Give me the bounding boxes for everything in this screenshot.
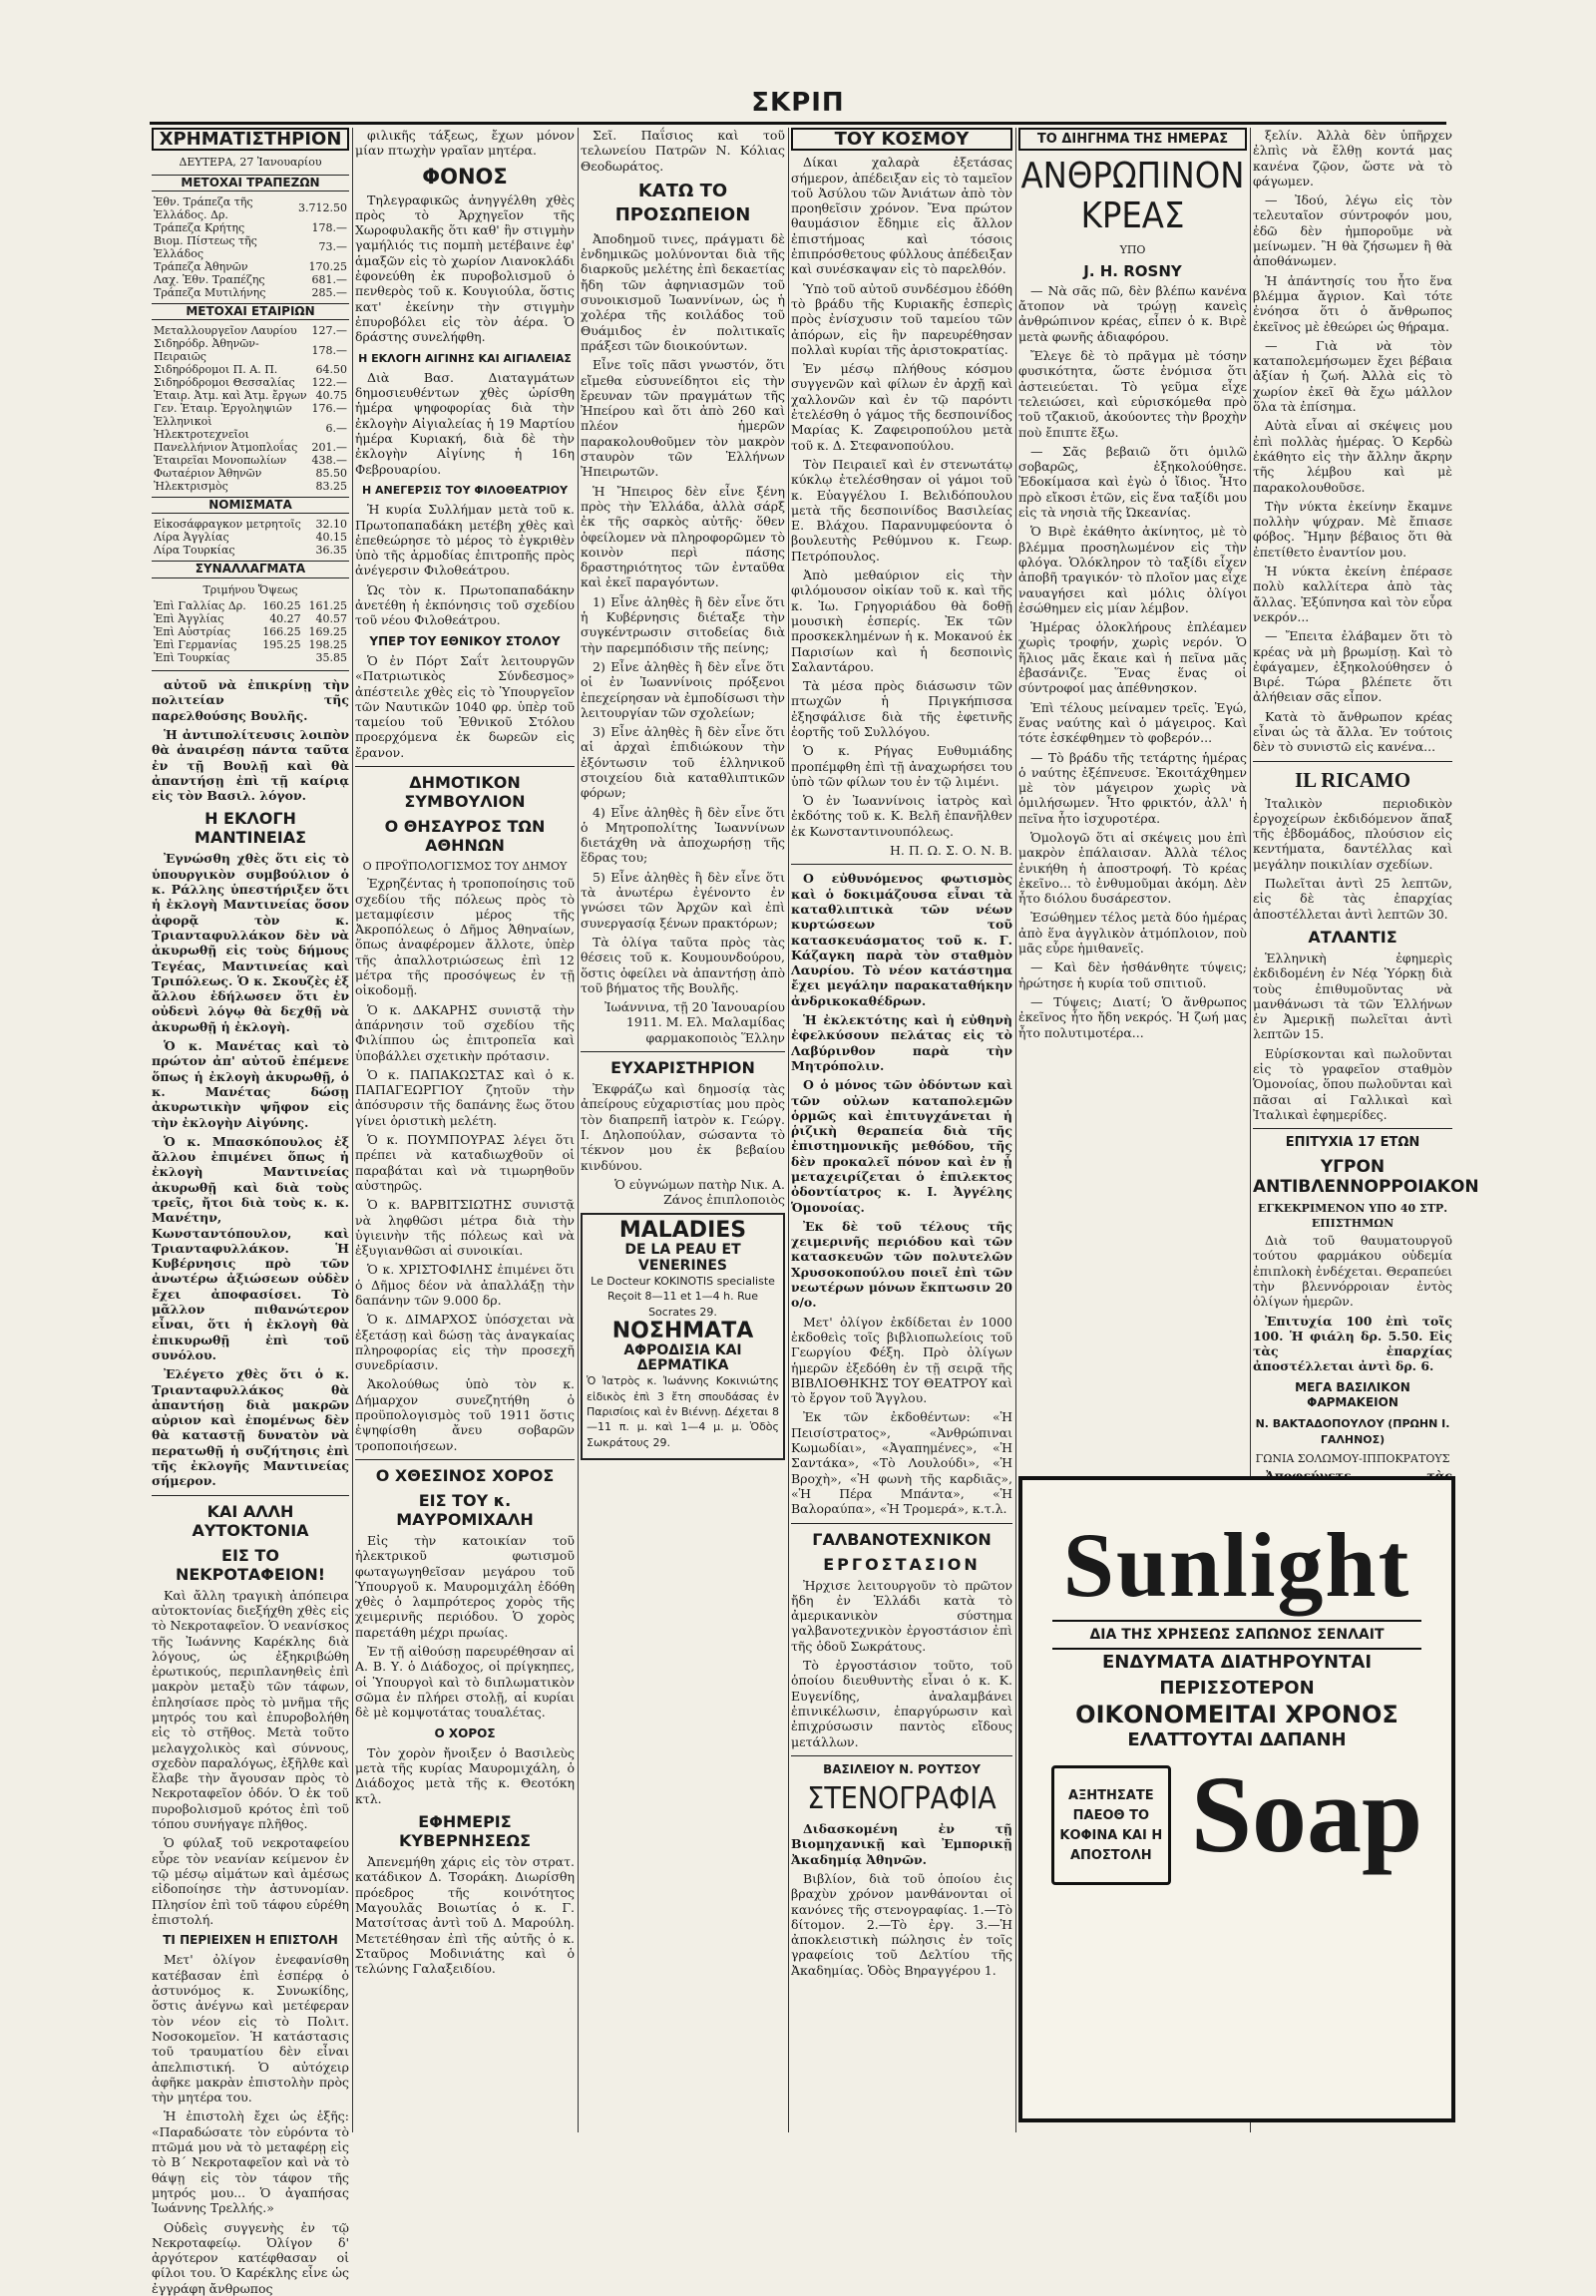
ad-line: Le Docteur KOKINOTIS specialiste bbox=[591, 1275, 775, 1288]
paragraph: Διὰ Βασ. Διαταγμάτων δημοσιευθέντων χθὲς ὡρίσθη ἡμέρα ψηφοφορίας διὰ τὴν ἐκλογὴν Αἰγιαλείας ἡ 19 Μαρτίου ἡμέρα Κυριακή, διὰ δὲ τὴν ἐκλογὴν Αἰγίνης ἡ 16η Φεβρουαρίου. bbox=[355, 369, 575, 477]
table-row bbox=[152, 544, 349, 557]
headline-treasure: Ο ΘΗΣΑΥΡΟΣ ΤΩΝ ΑΘΗΝΩΝ bbox=[384, 816, 546, 855]
newspaper-name: ΣΚΡΙΠ bbox=[751, 88, 845, 118]
column-4 bbox=[791, 128, 1012, 2132]
paragraph: — Ἰδού, λέγω εἰς τὸν τελευταῖον σύντροφόν μου, ἐδῶ δὲν ἠμποροῦμε νὰ μείνωμεν. Ἢ θὰ ζήσωμεν ἢ θὰ ἀποθάνωμεν. bbox=[1253, 192, 1452, 269]
table-row bbox=[152, 363, 349, 376]
cell: Λίρα Ἀγγλίας bbox=[154, 531, 229, 545]
paragraph: Τὰ μέσα πρὸς διάσωσιν τῶν πτωχῶν ἡ Πριγκήπισσα ἐξησφάλισε διὰ τῆς ἐφετινῆς ἑορτῆς τοῦ Συλλόγου. bbox=[791, 678, 1012, 739]
paragraph: Ὁ κ. ΧΡΙΣΤΟΦΙΛΗΣ ἐπιμένει ὅτι ὁ Δῆμος δέον νὰ ἀπαλλάξῃ τὴν δαπάνην τῶν 9.000 δρ. bbox=[355, 1262, 575, 1308]
cell: 166.25 bbox=[262, 625, 301, 639]
paragraph: Ὁ ἐν Πόρτ Σαΐτ λειτουργῶν «Πατριωτικὸς Σύνδεσμος» ἀπέστειλε χθὲς εἰς τὸ Ὑπουργεῖον τῶν Ναυτικῶν 1040 φρ. ὑπὲρ τοῦ ταμείου τοῦ Ἐθνικοῦ Στόλου προερχόμενα ἐκ δωρεῶν εἰς ἔρανον. bbox=[355, 652, 575, 760]
paragraph: Ἐπὶ τέλους μείναμεν τρεῖς. Ἐγώ, ἕνας ναύτης καὶ ὁ μάγειρος. Καὶ τότε ἐσκέφθημεν τὸ φοβερόν... bbox=[1018, 699, 1247, 746]
ad-line: ΝΟΣΗΜΑΤΑ bbox=[611, 1318, 754, 1343]
headline-stenography: ΣΤΕΝΟΓΡΑΦΙΑ bbox=[807, 1781, 997, 1817]
divider bbox=[791, 1755, 1012, 1756]
headline-ball-2: ΕΙΣ ΤΟΥ κ. ΜΑΥΡΟΜΙΧΑΛΗ bbox=[396, 1490, 534, 1529]
cell: 161.25 bbox=[308, 599, 347, 613]
paragraph: Ἐχρηζέντας ἡ τροποποίησις τοῦ σχεδίου τῆς πόλεως πρὸς τὸ μεταμφίεσιν μέρος τῆς Ἀκροπόλεως ὁ Δῆμος Ἀθηναίων, ὅπως ἀναφέρομεν ἄλλοτε, ὑπὲρ τῆς ἀπαλλοτριώσεως ἐπὶ 12 μέτρα τῆς προσόψεως ἐν τῇ οἰκοδομῇ. bbox=[355, 876, 575, 998]
paragraph: Ὁ κ. ΒΑΡΒΙΤΣΙΩΤΗΣ συνιστᾷ νὰ ληφθῶσι μέτρα διὰ τὴν ὑγιεινὴν τῆς πόλεως καὶ νὰ ἐξυγιανθῶσι αἱ συνοικίαι. bbox=[355, 1197, 575, 1259]
table-row bbox=[152, 221, 349, 234]
table-row bbox=[152, 402, 349, 415]
cell: 83.25 bbox=[315, 480, 347, 494]
paragraph: Ἐλέγετο χθὲς ὅτι ὁ κ. Τριανταφυλλάκος θὰ ἀπαντήσῃ διὰ μακρῶν αὐριον καὶ ἐπομένως δὲν θὰ καταστῇ δυνατὸν νὰ περατωθῇ ἡ συζήτησις ἐπὶ τῆς ἐκλογῆς Μαντινείας σήμερον. bbox=[152, 1366, 349, 1489]
cell: 40.75 bbox=[315, 389, 347, 403]
cell: Λίρα Τουρκίας bbox=[154, 544, 235, 558]
cell: Βιομ. Πίστεως τῆς Ἑλλάδος bbox=[154, 233, 257, 260]
paragraph: 3) Εἶνε ἀληθὲς ἢ δὲν εἶνε ὅτι αἱ ἀρχαὶ ἐπιδιώκουν τὴν ἐξόντωσιν τοῦ ἑλληνικοῦ στοιχείου διὰ καταθλιπτικῶν φόρων; bbox=[581, 724, 785, 801]
masthead bbox=[150, 88, 1446, 125]
table-row bbox=[152, 531, 349, 544]
table-row bbox=[152, 273, 349, 286]
paragraph: — Τὸ βράδυ τῆς τετάρτης ἡμέρας ὁ ναύτης ἐξέπνευσε. Ἐκοιτάχθημεν μὲ τὸν μάγειρον χωρὶς νὰ ὁμιλήσωμεν. Ἦτο φρικτόν, ἀλλ' ἡ πεῖνα ἦτο ἰσχυροτέρα. bbox=[1018, 749, 1247, 826]
paragraph: — Νὰ σᾶς πῶ, δὲν βλέπω κανένα ἄτοπον νὰ τρώγῃ κανεὶς ἀνθρώπινον κρέας, εἶπεν ὁ κ. Βιρὲ μετὰ φωνῆς ἀδιαφόρου. bbox=[1018, 282, 1247, 344]
story-label: ΤΟ ΔΙΗΓΗΜΑ ΤΗΣ ΗΜΕΡΑΣ bbox=[1018, 128, 1247, 151]
subheadline-liquid: ΕΓΚΕΚΡΙΜΕΝΟΝ ΥΠΟ 40 ΣΤΡ. ΕΠΙΣΤΗΜΩΝ bbox=[1257, 1201, 1448, 1230]
paragraph: 5) Εἶνε ἀληθὲς ἢ δὲν εἶνε ὅτι τὰ ἀνωτέρω ἐγένοντο ἐν γνώσει τῶν Ἀρχῶν καὶ ἐπὶ συνεργασίᾳ ξένων πρακτόρων; bbox=[581, 869, 785, 931]
paragraph: Ἡ ἐπιστολὴ ἔχει ὡς ἑξῆς: «Παραδώσατε τὸν εὑρόντα τὸ πτῶμά μου νὰ τὸ μεταφέρῃ εἰς τὸ Β΄ Νεκροταφεῖον καὶ νὰ τὸ θάψῃ εἰς τὸν τάφον τῆς μητρός μου... Ὁ ἀγαπήσας Ἰωάννης Τρελλής.» bbox=[152, 2108, 349, 2216]
headline-fleet: ΥΠΕΡ ΤΟΥ ΕΘΝΙΚΟΥ ΣΤΟΛΟΥ bbox=[369, 633, 561, 648]
subheadline-budget: Ο ΠΡΟΫΠΟΛΟΓΙΣΜΟΣ ΤΟΥ ΔΗΜΟΥ bbox=[362, 859, 568, 873]
divider bbox=[355, 1459, 575, 1460]
paragraph: Ὁ ἐν Ἰωαννίνοις ἰατρὸς καὶ ἐκδότης τοῦ κ. Κ. Βελῆ ἐπανῆλθεν ἐκ Κωνσταντινουπόλεως. bbox=[791, 793, 1012, 839]
cell: 198.25 bbox=[308, 638, 347, 652]
table-row bbox=[152, 518, 349, 531]
headline-phonos: ΦΟΝΟΣ bbox=[422, 164, 508, 189]
paragraph: ξελίν. Ἀλλὰ δὲν ὑπῆρχεν ἐλπὶς νὰ ἔλθῃ κοντά μας κανένα ζῷον, ὥστε νὰ τὸ φάγωμεν. bbox=[1253, 128, 1452, 189]
cell: Σιδηρόδρομοι Π. Α. Π. bbox=[154, 363, 278, 377]
headline-dance: Ο ΧΟΡΟΣ bbox=[434, 1725, 496, 1740]
headline-pharmacy-2: Ν. ΒΑΚΤΑΔΟΠΟΥΛΟΥ (ΠΡΩΗΝ Ι. ΓΑΛΗΝΟΣ) bbox=[1255, 1417, 1450, 1446]
paragraph: Ἀπενεμήθη χάρις εἰς τὸν στρατ. κατάδικον Δ. Τσοράκη. Διωρίσθη πρόεδρος τῆς κοινότητος Μαγουλᾶς Βοιωτίας ὁ κ. Γ. Ματσίτσας ἀντὶ τοῦ Δ. Μαρούλη. Μετετέθησαν ἐπὶ τῆς αὐτῆς ὁ κ. Σταῦρος Μοδινιάτης καὶ ὁ τελώνης Γαλαξειδίου. bbox=[355, 1854, 575, 1977]
ad-line: DE LA PEAU ET VENERINES bbox=[624, 1242, 741, 1274]
divider bbox=[581, 1051, 785, 1052]
paragraph: Ἠρχισε λειτουργοῦν τὸ πρῶτον ἤδη ἐν Ἑλλάδι κατὰ τὸ ἀμερικανικὸν σύστημα γαλβανοτεχνικὸν ἐργοστάσιον ἐπὶ τῆς ὁδοῦ Σωκράτους. bbox=[791, 1577, 1012, 1654]
headline-council: ΔΗΜΟΤΙΚΟΝ ΣΥΜΒΟΥΛΙΟΝ bbox=[404, 772, 526, 811]
headline-liquid: ΥΓΡΟΝ ΑΝΤΙΒΛΕΝΝΟΡΡΟΙΑΚΟΝ bbox=[1253, 1156, 1479, 1197]
paragraph: Ἐκ τῶν ἐκδοθέντων: «Ἡ Πεισίστρατος», «Ἀνθρώπιναι Κωμωδίαι», «Ἀγαπημένες», «Ἡ Σαντάκα», «Τὸ Λουλούδι», «Ἡ Βροχὴ», «Ἡ φωνὴ τῆς καρδιᾶς», «Ἡ Πέρα Μπάντα», «Ἡ Βαλοραύπα», «Ἡ Τρομερά», κ.τ.λ. bbox=[791, 1409, 1012, 1517]
paragraph: Ὁμολογῶ ὅτι αἱ σκέψεις μου ἐπὶ μακρὸν ἐπάλαισαν. Ἀλλὰ τέλος ἐνικήθη ἡ ἀποστροφή. Τὸ κρέας ἐκεῖνο... τὸ ἐνθυμοῦμαι ἀκόμη. Δὲν ἦτο διόλου δυσάρεστον. bbox=[1018, 829, 1247, 907]
cell: 40.15 bbox=[315, 531, 347, 545]
story-title: ΑΝΘΡΩΠΙΝΟΝ ΚΡΕΑΣ bbox=[1020, 156, 1245, 237]
paragraph: Ἀπὸ μεθαύριον εἰς τὴν φιλόμουσον οἰκίαν τοῦ κ. καὶ τῆς κ. Ἰω. Γρηγοριάδου θὰ δοθῇ μουσικὴ ἑσπερίς. Ἐκ τῶν προσκεκλημένων ἡ κ. Μοκανού ἐκ Παρισίων καὶ ἡ δεσποινὶς Σαλαντάρου. bbox=[791, 568, 1012, 674]
cell: Ἑταιρεῖαι Μονοπωλίων bbox=[154, 454, 287, 468]
cell: Τράπεζα Μυτιλήνης bbox=[154, 285, 266, 299]
fx-title: ΝΟΜΙΣΜΑΤΑ bbox=[152, 497, 349, 514]
cell: Ἑταιρ. Ἀτμ. καὶ Ἀτμ. ἔργων bbox=[154, 389, 307, 403]
table-row bbox=[152, 376, 349, 389]
paragraph: Ἡ ἐκλεκτότης καὶ ἡ εὐθηνὴ ἐφελκύσουν πελάτας εἰς τὸ Λαβύρινθον παρὰ τὴν Μητρόπολιν. bbox=[791, 1012, 1012, 1073]
divider bbox=[1253, 1128, 1452, 1129]
table-row bbox=[152, 651, 349, 664]
paragraph: 2) Εἶνε ἀληθὲς ἢ δὲν εἶνε ὅτι οἱ ἐν Ἰωαννίνοις πρόξενοι ἐπεχείρησαν νὰ ἐμποδίσωσι τὴν λειτουργίαν τῶν σχολείων; bbox=[581, 658, 785, 720]
paragraph: Ὁ κ. Μπασκόπουλος ἐξ ἄλλου ἐπιμένει ὅπως ἡ ἐκλογὴ Μαντινείας ἀκυρωθῇ καὶ διὰ τοὺς τρεῖς, ἤτοι διὰ τοὺς κ. κ. Μανέτην, Κωνσταντόπουλον, καὶ Τριανταφυλλάκον. Ἡ Κυβέρνησις πρὸ τῶν ἀνωτέρω ἀξιώσεων οὐδὲν ἔχει ἀποφασίσει. Τὸ μᾶλλον πιθανώτερον εἶναι, ὅτι ἡ ἐκλογὴ θὰ ἐπικυρωθῇ ἐπὶ τοῦ συνόλου. bbox=[152, 1133, 349, 1362]
ad-line: ΔΙΑ ΤΗΣ ΧΡΗΣΕΩΣ ΣΑΠΩΝΟΣ ΣΕΝΛΑΙΤ bbox=[1052, 1620, 1421, 1650]
paragraph: Δίκαι χαλαρὰ ἐξετάσας σήμερον, ἀπέδειξαν εἰς τὸ ταμεῖον τοῦ Ἀσύλου τῶν Ἀνιάτων ἀπὸ τὸν προηθεῖσιν χρόνον. Ἔνα πρώτον θαυμάσιον ἔδημιε εἰς ἄλλον ἐπιστήμοας καὶ τόσοις ἐπιπρόσθετους φύλλους ἀπέδειξαν καὶ συνέσκαψαν εἰς τὸ παρελθόν. bbox=[791, 155, 1012, 277]
cell: Τράπεζα Κρήτης bbox=[154, 220, 245, 234]
exchange-title bbox=[152, 561, 349, 577]
companies-title: ΜΕΤΟΧΑΙ ΕΤΑΙΡΙΩΝ bbox=[152, 303, 349, 320]
cell bbox=[256, 651, 302, 664]
paragraph: Ἡ κυρία Συλλήμαν μετὰ τοῦ κ. Πρωτοπαπαδάκη μετέβη χθὲς καὶ ἐπεθεώρησε τὸ μέρος τὸ ἐγκριθὲν ὑπὸ τῆς ἀρμοδίας ἐπιτροπῆς πρὸς ἀνέγερσιν Φιλοθεάτρου. bbox=[355, 502, 575, 578]
paragraph: — Γιὰ νὰ τὸν καταπολεμήσωμεν ἔχει βέβαια ἀξίαν ἡ ζωή. Ἀλλὰ εἰς τὸ χωρίον ἐκεῖ θὰ ἔχω μάλλον ὅλα τὰ ἐπίσημα. bbox=[1253, 337, 1452, 415]
paragraph: Πωλεῖται ἀντὶ 25 λεπτῶν, εἰς δὲ τὰς ἐπαρχίας ἀποστέλλεται ἀντὶ λεπτῶν 30. bbox=[1253, 876, 1452, 922]
paragraph: Αὐτὰ εἶναι αἱ σκέψεις μου ἐπὶ πολλὰς ἡμέρας. Ὁ Κερδὼ ἐκάθητο εἰς τὴν ἄλλην ἄκρην τῆς λέμβου καὶ μὲ παρακολουθοῦσε. bbox=[1253, 418, 1452, 495]
ad-stamp: ΑΞΗΤΗΣΑΤΕ ΠΑΕΟΘ ΤΟ ΚΟΦΙΝΑ ΚΑΙ Η ΑΠΟΣΤΟΛΗ bbox=[1051, 1765, 1171, 1885]
cell: Ἐπὶ Ἀγγλίας bbox=[154, 612, 224, 626]
cell: Ἐπὶ Γαλλίας Δρ. bbox=[154, 599, 246, 613]
paragraph: Τὸ ἐργοστάσιον τοῦτο, τοῦ ὁποίου διευθυντὴς εἶναι ὁ κ. Κ. Ευγενίδης, ἀναλαμβάνει ἐπινικέλωσιν, ἐπαργύρωσιν καὶ ἐπιχρύσωσιν παντὸς εἴδους μετάλλων. bbox=[791, 1658, 1012, 1749]
cell: Γεν. Ἑταιρ. Ἐργοληψιῶν bbox=[154, 402, 292, 416]
column-6 bbox=[1253, 128, 1479, 1469]
table-row bbox=[152, 454, 349, 467]
paragraph: Ὑπὸ τοῦ αὐτοῦ συνδέσμου ἐδόθη τὸ βράδυ τῆς Κυριακῆς ἑσπερὶς πρὸς ἐνίσχυσιν τοῦ ταμείου τῶν ἀπόρων, εἰς ἣν παρευρέθησαν πολλαὶ κυρίαι τῆς ἀριστοκρατίας. bbox=[791, 280, 1012, 357]
cell: 40.57 bbox=[315, 612, 347, 626]
headline-atlantis: ΑΤΛΑΝΤΙΣ bbox=[1308, 927, 1397, 947]
paragraph: Τὰ ὀλίγα ταῦτα πρὸς τὰς θέσεις τοῦ κ. Κουμουνδούρου, ὅστις ὀφείλει νὰ ἀπαντήσῃ ἀπὸ τοῦ βήματος τῆς Βουλῆς. bbox=[581, 934, 785, 995]
paragraph: Ἐν μέσῳ πλήθους κόσμου συγγενῶν καὶ φίλων ἐν ἀρχῇ καὶ χαλλονῶν καὶ ἐν τῷ παρόντι ἐτελέσθη ὁ γάμος τῆς δεσποινίδος Μαρίας Κ. Ζαφειροπούλου μετὰ τοῦ κ. Δ. Στεφανοπούλου. bbox=[791, 361, 1012, 453]
paragraph: — Ἔπειτα ἐλάβαμεν ὅτι τὸ κρέας νὰ μὴ βρωμίσῃ. Καὶ τὸ ἐφάγαμεν, ἐξηκολούθησεν ὁ Βιρέ. Τώρα βλέπετε ὅτι ἀλήθειαν σᾶς εἶπον. bbox=[1253, 628, 1452, 705]
table-row bbox=[152, 480, 349, 493]
paragraph: Σεῖ. Παΐσιος καὶ τοῦ τελωνείου Πατρῶν Ν. Κόλιας Θεοδωράτος. bbox=[581, 128, 785, 174]
paragraph: Ἐν τῇ αἰθούσῃ παρευρέθησαν αἱ Α. Β. Υ. ὁ Διάδοχος, οἱ πρίγκηπες, οἱ Ὑπουργοὶ καὶ τὸ διπλωματικὸν σῶμα ἐν πλήρει στολῇ, αἱ κυρίαι δὲ μὲ κομψοτάτας τουαλέτας. bbox=[355, 1644, 575, 1721]
story-author: J. H. ROSNY bbox=[1083, 261, 1182, 280]
paragraph: φιλικῆς τάξεως, ἔχων μόνον μίαν πτωχὴν γραῖαν μητέρα. bbox=[355, 128, 575, 159]
divider bbox=[355, 766, 575, 767]
cell: Φωταέριον Ἀθηνῶν bbox=[154, 467, 262, 481]
cell: Ἐπὶ Τουρκίας bbox=[154, 651, 230, 665]
cell: Ἠλεκτρισμὸς bbox=[154, 480, 228, 494]
paragraph: Τὸν χορὸν ἤνοιξεν ὁ Βασιλεὺς μετὰ τῆς κυρίας Μαυρομιχάλη, ὁ Διάδοχος μετὰ τῆς κ. Θεοτόκη κτλ. bbox=[355, 1744, 575, 1806]
cell: Τράπεζα Ἀθηνῶν bbox=[154, 259, 248, 273]
ad-line: ΟΙΚΟΝΟΜΕΙΤΑΙ ΧΡΟΝΟΣ bbox=[1075, 1701, 1398, 1728]
cell: 64.50 bbox=[315, 363, 347, 377]
paragraph: Ἐσώθημεν τέλος μετὰ δύο ἡμέρας ἀπὸ ἕνα ἀγγλικὸν ἀτμόπλοιον, ποὺ μᾶς εὗρε ἡμιθανεῖς. bbox=[1018, 910, 1247, 957]
paragraph: Τὴν νύκτα ἐκείνην ἔκαμνε πολλὴν ψύχραν. Μὲ ἔπιασε φόβος. Ἤμην βέβαιος ὅτι θὰ ἐπετίθετο ἐναντίον μου. bbox=[1253, 498, 1452, 560]
cell: Λαχ. Ἐθν. Τραπέζης bbox=[154, 272, 265, 286]
ad-brand: Sunlight bbox=[1062, 1514, 1411, 1616]
exchange-title-text: ΣΥΝΑΛΛΑΓΜΑΤΑ bbox=[195, 562, 306, 576]
paragraph: 4) Εἶνε ἀληθὲς ἢ δὲν εἶνε ὅτι ὁ Μητροπολίτης Ἰωαννίνων διετάχθη νὰ ἀποχωρήσῃ τῆς ἕδρας του; bbox=[581, 804, 785, 866]
paragraph: Εἶνε τοῖς πᾶσι γνωστόν, ὅτι εἴμεθα εὐσυνείδητοι εἰς τὴν ἔρευναν τῶν πραγμάτων τῆς Ἠπείρου καὶ ὅτι ἀπὸ 260 καὶ πλέον ἡμερῶν παρακολουθοῦμεν τὸν μακρὸν σταυρὸν τῶν Ἑλλήνων Ἠπειρωτῶν. bbox=[581, 357, 785, 480]
market-title: ΧΡΗΜΑΤΙΣΤΗΡΙΟΝ bbox=[152, 128, 349, 151]
cell: 122.— bbox=[311, 376, 347, 390]
banks-table bbox=[152, 195, 349, 299]
paragraph: Διδασκομένη ἐν τῇ Βιομηχανικῇ καὶ Ἐμπορικῇ Ἀκαδημίᾳ Ἀθηνῶν. bbox=[791, 1821, 1012, 1867]
paragraph: Ὁ κ. ΔΙΜΑΡΧΟΣ ὑπόσχεται νὰ ἐξετάσῃ καὶ δώσῃ τὰς ἀναγκαίας πληροφορίας εἰς τὴν προσεχῆ συνεδρίασιν. bbox=[355, 1312, 575, 1373]
column-rule bbox=[352, 128, 353, 2132]
ad-line: Reçoit 8—11 et 1—4 h. Rue Socrates 29. bbox=[607, 1290, 758, 1319]
cell: Ἑλληνικοὶ Ἠλεκτροτεχνεῖοι bbox=[154, 415, 249, 442]
cell: 40.27 bbox=[269, 612, 301, 626]
cell: 127.— bbox=[311, 324, 347, 338]
paragraph: Τὸν Πειραιεῖ καὶ ἐν στενωτάτῳ κύκλῳ ἐτελέσθησαν οἱ γάμοι τοῦ κ. Εὐαγγέλου Ι. Βελιδόπουλου μετὰ τῆς δεσποινίδος Βασιλείας Ε. Βλάχου. Παρανυμφεύοντα ὁ βουλευτὴς Ρεθύμνου κ. Γεωρ. Πετρόπουλος. bbox=[791, 456, 1012, 564]
paragraph: Ο εὐθυνόμενος φωτισμὸς καὶ ὁ δοκιμάζουσα εἶναι τὰ καταθλιπτικὰ τῶν νέων κυρτώσεων τοῦ κατασκευάσματος τοῦ κ. Γ. Κάζαγκη παρὰ τὸν σταθμὸν Λαυρίου. Τὸ νέον κατάστημα ἔχει μεγάλην παρακαταθήκην ἀνδρικοκαθέδρων. bbox=[791, 871, 1012, 1008]
exchange-table bbox=[152, 599, 349, 664]
headline-success: ΕΠΙΤΥΧΙΑ 17 ΕΤΩΝ bbox=[1285, 1135, 1420, 1151]
paragraph: Κατὰ τὸ ἄνθρωπον κρέας εἶναι ὡς τὰ ἄλλα. Ἐν τούτοις δὲν τὸ συνιστῶ εἰς κανένα... bbox=[1253, 708, 1452, 755]
divider bbox=[1253, 761, 1452, 762]
cell: Σιδηρόδρομοι Θεσσαλίας bbox=[154, 376, 295, 390]
paragraph: Καὶ ἄλλη τραγικὴ ἀπόπειρα αὐτοκτονίας διεξήχθη χθὲς εἰς τὸ Νεκροταφεῖον. Ὁ νεανίσκος τῆς Ἰωάννης Καρέκλης διὰ λόγους, ὡς ἐξηκριβώθη ἐρωτικούς, περιπλανηθεὶς ἐπὶ μακρὸν μεταξὺ τῶν τάφων, ἐπλησίασε πρὸς τὸ μνῆμα τῆς μητρός του καὶ ἐπυροβολήθη εἰς τὸ στῆθος. Μετὰ τοῦτο μελαγχολικὸς καὶ σύννους, σχεδὸν παραλόγως, ἐξῆλθε καὶ ἔλαβε τὴν ἄγουσαν πρὸς τὸ Νεκροταφεῖον ὁδόν. Ὁ ἐκ τοῦ πυροβολισμοῦ κρότος ἐπὶ τοῦ τόπου συνήγαγε πλῆθος. bbox=[152, 1587, 349, 1832]
cell: 195.25 bbox=[262, 638, 301, 652]
table-row bbox=[152, 234, 349, 260]
paragraph: Εἰς τὴν κατοικίαν τοῦ ἠλεκτρικοῦ φωτισμοῦ φωταγωγηθεῖσαν μεγάρου τοῦ Ὑπουργοῦ κ. Μαυρομιχάλη ἐδόθη χθὲς ὁ λαμπρότερος χορὸς τῆς χειμερινῆς περιόδου. Ὁ χορὸς παρετάθη μέχρι πρωίας. bbox=[355, 1532, 575, 1640]
table-row bbox=[152, 337, 349, 363]
cell: 438.— bbox=[311, 454, 347, 468]
cell: Εἰκοσάφραγκον μετρητοῖς bbox=[154, 518, 301, 532]
signature: Ἰωάννινα, τῇ 20 Ἰανουαρίου 1911. Μ. Ελ. Μαλαμίδας φαρμακοποιὸς Ἕλλην bbox=[604, 999, 785, 1045]
paragraph: Ἡμέρας ὁλοκλήρους ἐπλέαμεν χωρὶς τροφήν, χωρὶς νερόν. Ὁ ἥλιος μᾶς ἔκαιε καὶ ἡ πεῖνα μᾶς ἐβασάνιζε. Ἕνας ἕνας οἱ σύντροφοί μας ἀπέθνησκον. bbox=[1018, 619, 1247, 696]
paragraph: Ὁ φύλαξ τοῦ νεκροταφείου εὗρε τὸν νεανίαν κείμενον ἐν τῷ μέσῳ αἱμάτων καὶ ἀμέσως εἰδοποίησε τὴν ἀστυνομίαν. Πλησίον ἐπὶ τοῦ τάφου εὑρέθη ἐπιστολή. bbox=[152, 1835, 349, 1927]
divider bbox=[791, 864, 1012, 865]
paragraph: Μετ' ὀλίγον ἐνεφανίσθη κατέβασαν ἐπὶ ἑσπέρᾳ ὁ ἀστυνόμος κ. Συνωκίδης, ὅστις ἀνέγνω καὶ μετέφεραν τὸν νέον εἰς τὸ Πολιτ. Νοσοκομεῖον. Ἡ κατάστασις τοῦ τραυματίου δὲν εἶναι ἀπελπιστική. Ὁ αὐτόχειρ ἀφῆκε μακρὰν ἐπιστολὴν πρὸς τὴν μητέρα του. bbox=[152, 1952, 349, 2105]
cell: 3.712.50 bbox=[298, 201, 347, 215]
column-rule bbox=[788, 128, 789, 2132]
headline-philathletic: Η ΑΝΕΓΕΡΣΙΣ ΤΟΥ ΦΙΛΟΘΕΑΤΡΙΟΥ bbox=[361, 483, 569, 497]
ad-soap: Soap bbox=[1190, 1753, 1423, 1875]
table-row bbox=[152, 324, 349, 337]
signature: Η. Π. Ω. Σ. Ο. Ν. Β. bbox=[889, 843, 1012, 859]
paragraph: Εὑρίσκονται καὶ πωλοῦνται εἰς τὸ γραφεῖον σταθμὸν Ὁμονοίας, ὅπου πωλοῦνται καὶ πᾶσαι αἱ Γαλλικαὶ καὶ Ἰταλικαὶ ἐφημερίδες. bbox=[1253, 1045, 1452, 1122]
paragraph: Ἡ ἀντιπολίτευσις λοιπὸν θὰ ἀναιρέσῃ πάντα ταῦτα ἐν τῇ Βουλῇ καὶ θὰ ἀπαντήσῃ ἐπὶ τῇ καίριᾳ εἰς τὸν Βασιλ. λόγον. bbox=[152, 726, 349, 804]
companies-table bbox=[152, 324, 349, 493]
divider bbox=[791, 1523, 1012, 1524]
paragraph: Ἐγνώσθη χθὲς ὅτι εἰς τὸ ὑπουργικὸν συμβούλιον ὁ κ. Ράλλης ὑπεστήριξεν ὅτι ἡ ἐκλογὴ Μαντινείας ὅσον ἀφορᾷ τὸν κ. Τριανταφυλλάκον δὲν νὰ ἀκυρωθῇ εἰς τοὺς δήμους Τεγέας, Μαντινείας καὶ Τριπόλεως. Ὁ κ. Σκουζὲς ἐξ ἄλλου ἐδήλωσεν ὅτι ἐν οὐδενὶ λόγῳ θὰ δεχθῇ νὰ ἀκυρωθῇ ἡ ἐκλογὴ. bbox=[152, 851, 349, 1034]
column-rule bbox=[578, 128, 579, 2132]
paragraph: Τηλεγραφικῶς ἀνηγγέλθη χθὲς πρὸς τὸ Ἀρχηγεῖον τῆς Χωροφυλακῆς ὅτι καθ' ἣν στιγμὴν γαμήλιός τις πομπὴ μετέβαινε ἐφ' ἁμαξῶν εἰς τὸ χωρίον Λιανοκλάδι ἐφονεύθη ἐκ πυροβολισμοῦ ὁ πενθερὸς τοῦ κ. Κουγιούλα, ὅστις κατ' ἐκείνην τὴν στιγμὴν ἐπυροβόλει εἰς τὸν ἀέρα. Ὁ δράστης συνελήφθη. bbox=[355, 191, 575, 345]
divider bbox=[152, 670, 349, 671]
paragraph: Ἰταλικὸν περιοδικὸν ἐργοχείρων ἐκδιδόμενον ἅπαξ τῆς ἑβδομάδος, πλούσιον εἰς κεντήματα, δαντέλλας καὶ μεγάλην ποικιλίαν σχεδίων. bbox=[1253, 795, 1452, 872]
cell: Ἐπὶ Αὐστρίας bbox=[154, 625, 231, 639]
paragraph: Ἀποδημοῦ τινες, πράγματι δὲ ἐνδημικῶς μολύνονται διὰ τῆς διαρκοῦς μελέτης ἐπὶ δεκαετίας ἤδη τῶν ἀφηνιασμῶν τοῦ συνοικισμοῦ Ἰωαννίνων, ὡς ἡ χολέρα τῆς κοιλάδος τοῦ Θυάμιδος ἐν πολιτικαῖς πράξεσι τῶν διοικούντων. bbox=[581, 230, 785, 353]
paragraph: Ἐπιτυχία 100 ἐπὶ τοῖς 100. Ἡ φιάλη δρ. 5.50. Εἰς τὰς ἐπαρχίας ἀποστέλλεται ἀντὶ δρ. 6. bbox=[1253, 1313, 1452, 1374]
ad-line: ΕΝΔΥΜΑΤΑ ΔΙΑΤΗΡΟΥΝΤΑΙ ΠΕΡΙΣΣΟΤΕΡΟΝ bbox=[1101, 1652, 1373, 1699]
paragraph: Μετ' ὀλίγον ἐκδίδεται ἐν 1000 ἐκδοθεὶς τοῖς βιβλιοπωλείοις τοῦ Γεωργίου Φέξη. Πρὸ ὀλίγων ἡμερῶν ἐξεδόθη ἐν τῇ σειρᾷ τῆς ΒΙΒΛΙΟΘΗΚΗΣ ΤΟΥ ΘΕΑΤΡΟΥ καὶ τὸ ἔργον τοῦ Ἄγγλου. bbox=[791, 1314, 1012, 1406]
ad-line: ΑΦΡΟΔΙΣΙΑ ΚΑΙ ΔΕΡΜΑΤΙΚΑ bbox=[623, 1341, 742, 1374]
paragraph: — Καὶ δὲν ἠσθάνθητε τύψεις; ἠρώτησε ἡ κυρία τοῦ σπιτιοῦ. bbox=[1018, 959, 1247, 990]
cell: 6.— bbox=[325, 421, 347, 435]
fx-table bbox=[152, 518, 349, 557]
table-row bbox=[152, 599, 349, 612]
cell: 285.— bbox=[311, 285, 347, 299]
cell: Μεταλλουργεῖον Λαυρίου bbox=[154, 324, 297, 338]
cell: 178.— bbox=[311, 220, 347, 234]
market-date: ΔΕΥΤΕΡΑ, 27 Ἰανουαρίου bbox=[179, 156, 322, 170]
cell: 85.50 bbox=[315, 467, 347, 481]
paragraph: Ὁ κ. ΠΑΠΑΚΩΣΤΑΣ καὶ ὁ κ. ΠΑΠΑΓΕΩΡΓΙΟΥ ζητοῦν τὴν ἀπόσυρσιν τῆς δαπάνης ἕως ὅτου γίνει ὁριστικὴ μελέτη. bbox=[355, 1066, 575, 1128]
paragraph: Οὐδεὶς συγγενὴς ἐν τῷ Νεκροταφείῳ. Ὀλίγον δ' ἀργότερον κατέφθασαν οἱ φίλοι του. Ὁ Καρέκλης εἶνε ὡς ἐγγράφη ἄνθρωπος bbox=[152, 2219, 349, 2296]
table-row bbox=[152, 612, 349, 625]
table-row bbox=[152, 625, 349, 638]
headline-gazette: ΕΦΗΜΕΡΙΣ ΚΥΒΕΡΝΗΣΕΩΣ bbox=[398, 1812, 531, 1851]
headline-thanks: ΕΥΧΑΡΙΣΤΗΡΙΟΝ bbox=[610, 1058, 755, 1078]
headline-world: ΤΟΥ ΚΟΣΜΟΥ bbox=[791, 128, 1012, 151]
headline-galvano: ΓΑΛΒΑΝΟΤΕΧΝΙΚΟΝ bbox=[812, 1529, 992, 1549]
table-row bbox=[152, 441, 349, 454]
paragraph: Ὁ κ. Μανέτας καὶ τὸ πρώτον ἀπ' αὐτοῦ ἐπέμενε ὅπως ἡ ἐκλογὴ ἀκυρωθῇ, ὁ κ. Μανέτας δώσῃ ἀκυρωτικὴν ψῆφον εἰς τὴν ἐκλογὴν Αἰγύνης. bbox=[152, 1038, 349, 1130]
paragraph: Ὁ κ. Ρήγας Ευθυμιάδης προπέμφθη ἐπὶ τῇ ἀναχωρήσει του ὑπὸ τῶν φίλων του ἐν τῷ λιμένι. bbox=[791, 743, 1012, 789]
column-3 bbox=[581, 128, 785, 2132]
cell: Σιδηρόδρ. Ἀθηνῶν-Πειραιῶς bbox=[154, 337, 259, 364]
paragraph: Ἡ Ἤπειρος δὲν εἶνε ξένη πρὸς τὴν Ἑλλάδα, ἀλλὰ σάρξ ἐκ τῆς σαρκὸς αὐτῆς· ὅθεν ὀφείλομεν νὰ πληροφορῶμεν τὸ κοινὸν περὶ πάσης δραστηριότητος τῶν ἐνταῦθα καὶ ἐκεῖ παραγόντων. bbox=[581, 483, 785, 590]
table-row bbox=[152, 415, 349, 441]
paragraph: Ἐκφράζω καὶ δημοσίᾳ τὰς ἀπείρους εὐχαριστίας μου πρὸς τὸν διαπρεπῆ ἰατρὸν κ. Γεώργ. Ι. Δηλοπούλαν, σώσαντα τὸ τέκνον μου ἐκ βεβαίου κινδύνου. bbox=[581, 1081, 785, 1173]
cell: 681.— bbox=[311, 272, 347, 286]
cell: 73.— bbox=[318, 240, 347, 254]
paragraph: Ἡ ἀπάντησίς του ἦτο ἕνα βλέμμα ἄγριον. Καὶ τότε ἐνόησα ὅτι ὁ ἄνθρωπος ἐκεῖνος μὲ ἐθεώρει ὡς θήραμα. bbox=[1253, 272, 1452, 334]
headline-elections: Η ΕΚΛΟΓΗ ΜΑΝΤΙΝΕΙΑΣ bbox=[194, 809, 307, 848]
headline-aigina: Η ΕΚΛΟΓΗ ΑΙΓΙΝΗΣ ΚΑΙ ΑΙΓΙΑΛΕΙΑΣ bbox=[358, 351, 572, 365]
cell: Ἐθν. Τράπεζα τῆς Ἑλλάδος. Δρ. bbox=[154, 194, 253, 221]
table-row bbox=[152, 467, 349, 480]
cell: 176.— bbox=[311, 402, 347, 416]
headline-below-mask: ΚΑΤΩ ΤΟ ΠΡΟΣΩΠΕΙΟΝ bbox=[614, 180, 751, 225]
sunlight-soap-ad bbox=[1018, 1476, 1455, 2122]
ad-line: Ὁ Ἰατρὸς κ. Ἰωάννης Κοκινιώτης εἰδικὸς ἐπὶ 3 ἔτη σπουδάσας ἐν Παρισίοις καὶ ἐν Βιέννῃ. Δέχεται 8—11 π. μ. καὶ 1—4 μ. μ. Ὁδὸς Σωκράτους 29. bbox=[587, 1374, 779, 1449]
paragraph: Ὁ κ. ΔΑΚΑΡΗΣ συνιστᾷ τὴν ἀπάρνησιν τοῦ σχεδίου τῆς Φιλίππου ὡς ἐπιτροπεῖα καὶ ὑποβάλλει σχετικὴν πρότασιν. bbox=[355, 1001, 575, 1063]
paragraph: Ἑλληνικὴ ἐφημερὶς ἐκδιδομένη ἐν Νέᾳ Ὑόρκῃ διὰ τοὺς ἐπιθυμοῦντας νὰ μανθάνωσι τὰ τῶν Ἑλλήνων ἐν Ἀμερικῇ πωλεῖται ἀντὶ λεπτῶν 15. bbox=[1253, 950, 1452, 1042]
cell: Ἐπὶ Γερμανίας bbox=[154, 638, 237, 652]
cell: 32.10 bbox=[315, 518, 347, 532]
ad-line: ΕΛΑΤΤΟΥΤΑΙ ΔΑΠΑΝΗ bbox=[1127, 1729, 1347, 1750]
headline-ricamo: IL RICAMO bbox=[1294, 767, 1411, 792]
cell: 160.25 bbox=[262, 599, 301, 613]
headline-pharmacy: ΜΕΓΑ ΒΑΣΙΛΙΚΟΝ ΦΑΡΜΑΚΕΙΟΝ bbox=[1295, 1379, 1410, 1410]
headline-galvano-2: ΕΡΓΟΣΤΑΣΙΟΝ bbox=[823, 1554, 981, 1574]
table-row bbox=[152, 286, 349, 299]
paragraph: Ἡ νύκτα ἐκείνη ἐπέρασε πολὺ καλλίτερα ἀπὸ τὰς ἄλλας. Ἐξύπνησα καὶ τὸν εὗρα νεκρόν... bbox=[1253, 564, 1452, 624]
paragraph: — Τύψεις; Διατί; Ὁ ἄνθρωπος ἐκεῖνος ἦτο ἤδη νεκρός. Ἡ ζωή μας ἦτο πολυτιμοτέρα... bbox=[1018, 993, 1247, 1040]
table-row bbox=[152, 195, 349, 221]
column-5 bbox=[1018, 128, 1247, 1469]
cell: 201.— bbox=[311, 441, 347, 455]
doctor-ad bbox=[581, 1213, 785, 1460]
headline-letter: ΤΙ ΠΕΡΙΕΙΧΕΝ Η ΕΠΙΣΤΟΛΗ bbox=[163, 1933, 338, 1948]
ad-bottom-row bbox=[1022, 1753, 1451, 1885]
cell: 35.85 bbox=[315, 651, 347, 665]
paragraph: Ο ὁ μόνος τῶν ὀδόντων καὶ τῶν οὐλων καταπολεμῶν ὁρμῶς καὶ ἐπιτυγχάνεται ἡ ῥιζικὴ θεραπεία διὰ τῆς ἐπιστημονικῆς μεθόδου, τῆς δὲν προκαλεῖ πόνον καὶ ἐν ᾗ μεταχειρίζεται ὁ ἐπιλεκτος ὀδοντίατρος κ. Ι. Ἀγγέλης Ὁμονοίας. bbox=[791, 1077, 1012, 1215]
headline-owner: ΒΑΣΙΛΕΙΟΥ Ν. ΡΟΥΤΣΟΥ bbox=[823, 1761, 981, 1776]
column-2 bbox=[355, 128, 575, 2132]
paragraph: Ὡς τὸν κ. Πρωτοπαπαδάκην ἀνετέθη ἡ ἐκπόνησις τοῦ σχεδίου τοῦ νέου Φιλοθεάτρου. bbox=[355, 581, 575, 628]
paragraph: Διὰ τοῦ θαυματουργοῦ τούτου φαρμάκου οὐδεμία ἐπιπλοκὴ ἐνδέχεται. Θεραπεύει τὴν βλεννόρροιαν ἐντὸς ὀλίγων ἡμερῶν. bbox=[1253, 1233, 1452, 1310]
table-row bbox=[152, 389, 349, 402]
paragraph: 1) Εἶνε ἀληθὲς ἢ δὲν εἶνε ὅτι ἡ Κυβέρνησις διέταξε τὴν συγκέντρωσιν σιτοδείας διὰ τὴν παρεμπόδισιν τῆς πείνης; bbox=[581, 593, 785, 655]
signature: Ὁ εὐγνώμων πατὴρ Νικ. Α. Ζάνος ἐπιπλοποιὸς bbox=[614, 1176, 785, 1208]
ad-line: MALADIES bbox=[618, 1218, 747, 1244]
paragraph: Βιβλίον, διὰ τοῦ ὁποίου ἐις βραχὺν χρόνον μανθάνονται οἱ κανόνες τῆς στενογραφίας. 1.—Τὸ δίτομον. 2.—Τὸ ἐργ. 3.—Ἡ ἀποκλειστικὴ πώλησις ἐν τοῖς γραφείοις τοῦ Δελτίου τῆς Ἀκαδημίας. Ὁδὸς Βηραγγέρου 1. bbox=[791, 1870, 1012, 1978]
paragraph: αὐτοῦ νὰ ἐπικρίνῃ τὴν πολιτείαν τῆς παρελθούσης Βουλῆς. bbox=[152, 677, 349, 723]
story-by: ΥΠΟ bbox=[1119, 243, 1146, 257]
headline-suicide-2: ΕΙΣ ΤΟ ΝΕΚΡΟΤΑΦΕΙΟΝ! bbox=[175, 1545, 326, 1584]
cell: 170.25 bbox=[308, 259, 347, 273]
paragraph: Ἀκολούθως ὑπὸ τὸν κ. Δήμαρχον συνεζητήθη ὁ προϋπολογισμὸς τοῦ 1911 ὅστις ἐψηφίσθη ἄνευ σοβαρῶν τροποποιήσεων. bbox=[355, 1376, 575, 1453]
headline-suicide: ΚΑΙ ΑΛΛΗ ΑΥΤΟΚΤΟΝΙΑ bbox=[192, 1501, 309, 1540]
banks-title: ΜΕΤΟΧΑΙ ΤΡΑΠΕΖΩΝ bbox=[152, 175, 349, 191]
table-row bbox=[152, 260, 349, 273]
paragraph: Ἔλεγε δὲ τὸ πρᾶγμα μὲ τόσην φυσικότητα, ὥστε ἐνόμισα ὅτι ἀστειεύεται. Τὸ γεῦμα εἶχε τελειώσει, καὶ εὑρισκόμεθα πρὸ τοῦ τζακιοῦ, ἀκούοντες τὴν βροχὴν ποὺ ἔπιπτε ἔξω. bbox=[1018, 348, 1247, 440]
cell: Πανελλήνιον Ἀτμοπλοΐας bbox=[154, 441, 298, 455]
column-1 bbox=[152, 128, 349, 2296]
table-row bbox=[152, 638, 349, 651]
cell: 36.35 bbox=[315, 544, 347, 558]
exchange-subtitle: Τριμήνου Ὄψεως bbox=[202, 582, 298, 596]
column-rule bbox=[1015, 128, 1016, 2132]
pharmacy-address: ΓΩΝΙΑ ΣΟΛΩΜΟΥ-ΙΠΠΟΚΡΑΤΟΥΣ bbox=[1255, 1451, 1450, 1465]
paragraph: — Σᾶς βεβαιῶ ὅτι ὁμιλῶ σοβαρῶς, ἐξηκολούθησε. Ἐδοκίμασα καὶ ἐγὼ ὁ ἴδιος. Ἦτο πρὸ εἴκοσι ἐτῶν, εἰς ἕνα ταξίδι μου εἰς τὰ νησιὰ τῆς Ὠκεανίας. bbox=[1018, 443, 1247, 521]
cell: 169.25 bbox=[308, 625, 347, 639]
paragraph: Ὁ Βιρὲ ἐκάθητο ἀκίνητος, μὲ τὸ βλέμμα προσηλωμένον εἰς τὴν φλόγα. Ὁλόκληρον τὸ ταξίδι εἶχεν ἀποβῆ τραγικόν· τὸ πλοῖον μας εἶχε ναυαγήσει καὶ μόλις ὀλίγοι ἐσώθημεν εἰς μίαν λέμβον. bbox=[1018, 524, 1247, 615]
headline-ball: Ο ΧΘΕΣΙΝΟΣ ΧΟΡΟΣ bbox=[375, 1465, 555, 1485]
divider bbox=[152, 1495, 349, 1496]
cell: 178.— bbox=[311, 343, 347, 357]
paragraph: Ἐκ δὲ τοῦ τέλους τῆς χειμερινῆς περιόδου καὶ τῶν κατασκευῶν τῶν πολυτελῶν Χρυσοκοπούλου ποιεῖ ἐπὶ τῶν νεωτέρων μόνων ἔκπτωσιν 20 ο/ο. bbox=[791, 1218, 1012, 1311]
paragraph: Ὁ κ. ΠΟΥΜΠΟΥΡΑΣ λέγει ὅτι πρέπει νὰ καταδιωχθοῦν οἱ παραβάται καὶ νὰ τιμωρηθοῦν αὐστηρῶς. bbox=[355, 1132, 575, 1193]
